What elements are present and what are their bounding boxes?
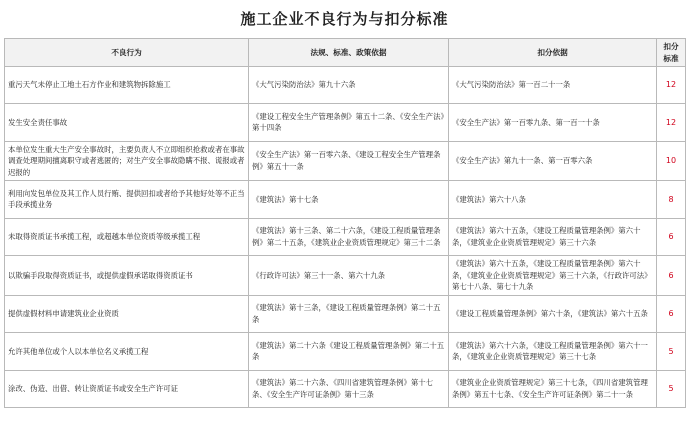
score-cell: 6 — [657, 295, 686, 333]
score-cell: 12 — [657, 104, 686, 142]
header-basis: 扣分依据 — [449, 39, 657, 67]
table-row — [5, 256, 686, 296]
table-row — [5, 333, 686, 371]
law-cell: 《建筑法》第十七条 — [249, 181, 449, 219]
table-row — [5, 295, 686, 333]
score-cell: 5 — [657, 370, 686, 408]
behavior-cell: 以欺骗手段取得资质证书，或提供虚假承诺取得资质证书 — [5, 256, 249, 296]
basis-cell: 《安全生产法》第一百零九条、第一百一十条 — [449, 104, 657, 142]
law-cell: 《行政许可法》第三十一条、第六十九条 — [249, 256, 449, 296]
header-score: 扣分标准 — [657, 39, 686, 67]
score-cell: 8 — [657, 181, 686, 219]
behavior-cell: 本单位发生重大生产安全事故时，主要负责人不立即组织抢救或者在事故调查处理期间擅离职守或者逃匿的；对生产安全事故隐瞒不报、谎报或者迟报的 — [5, 141, 249, 181]
law-cell: 《安全生产法》第一百零六条、《建设工程安全生产管理条例》第五十一条 — [249, 141, 449, 181]
table-row — [5, 104, 686, 142]
law-cell: 《大气污染防治法》第九十六条 — [249, 67, 449, 104]
basis-cell: 《建设工程质量管理条例》第六十条，《建筑法》第六十五条 — [449, 295, 657, 333]
behavior-cell: 涂改、伪造、出借、转让资质证书或安全生产许可证 — [5, 370, 249, 408]
law-cell: 《建筑法》第十三条、第二十六条，《建设工程质量管理条例》第二十五条，《建筑业企业资质管理规定》第三十二条 — [249, 218, 449, 256]
law-cell: 《建筑法》第十三条，《建设工程质量管理条例》第二十五条 — [249, 295, 449, 333]
law-cell: 《建筑法》第二十六条《建设工程质量管理条例》第二十五条 — [249, 333, 449, 371]
behavior-cell: 允许其他单位或个人以本单位名义承揽工程 — [5, 333, 249, 371]
basis-cell: 《建筑法》第六十五条，《建设工程质量管理条例》第六十条，《建筑业企业资质管理规定》第三十六条 — [449, 218, 657, 256]
score-cell: 6 — [657, 218, 686, 256]
behavior-cell: 提供虚假材料申请建筑业企业资质 — [5, 295, 249, 333]
score-cell: 10 — [657, 141, 686, 181]
table-row — [5, 218, 686, 256]
basis-cell: 《建筑法》第六十六条，《建设工程质量管理条例》第六十一条，《建筑业企业资质管理规定》第三十七条 — [449, 333, 657, 371]
behavior-cell: 未取得资质证书承揽工程，或超越本单位资质等级承揽工程 — [5, 218, 249, 256]
behavior-cell: 利用向发包单位及其工作人员行贿、提供回扣或者给予其他好处等不正当手段承揽业务 — [5, 181, 249, 219]
table-row — [5, 370, 686, 408]
basis-cell: 《建筑法》第六十五条，《建设工程质量管理条例》第六十条，《建筑业企业资质管理规定》第三十六条，《行政许可法》第七十八条、第七十九条 — [449, 256, 657, 296]
behavior-cell: 发生安全责任事故 — [5, 104, 249, 142]
table-row — [5, 141, 686, 181]
score-cell: 12 — [657, 67, 686, 104]
table-row — [5, 181, 686, 219]
law-cell: 《建筑法》第二十六条、《四川省建筑管理条例》第十七条、《安全生产许可证条例》第十三条 — [249, 370, 449, 408]
score-cell: 5 — [657, 333, 686, 371]
behavior-cell: 重污天气未停止工地土石方作业和建筑物拆除施工 — [5, 67, 249, 104]
basis-cell: 《安全生产法》第九十一条、第一百零六条 — [449, 141, 657, 181]
law-cell: 《建设工程安全生产管理条例》第五十二条、《安全生产法》第十四条 — [249, 104, 449, 142]
basis-cell: 《大气污染防治法》第一百二十一条 — [449, 67, 657, 104]
penalty-table — [4, 38, 686, 408]
basis-cell: 《建筑法》第六十八条 — [449, 181, 657, 219]
header-law: 法规、标准、政策依据 — [249, 39, 449, 67]
table-header-row — [5, 39, 686, 67]
header-behavior: 不良行为 — [5, 39, 249, 67]
page-title: 施工企业不良行为与扣分标准 — [240, 10, 449, 28]
basis-cell: 《建筑业企业资质管理规定》第三十七条，《四川省建筑管理条例》第五十七条、《安全生产许可证条例》第二十一条 — [449, 370, 657, 408]
score-cell: 6 — [657, 256, 686, 296]
table-row — [5, 67, 686, 104]
